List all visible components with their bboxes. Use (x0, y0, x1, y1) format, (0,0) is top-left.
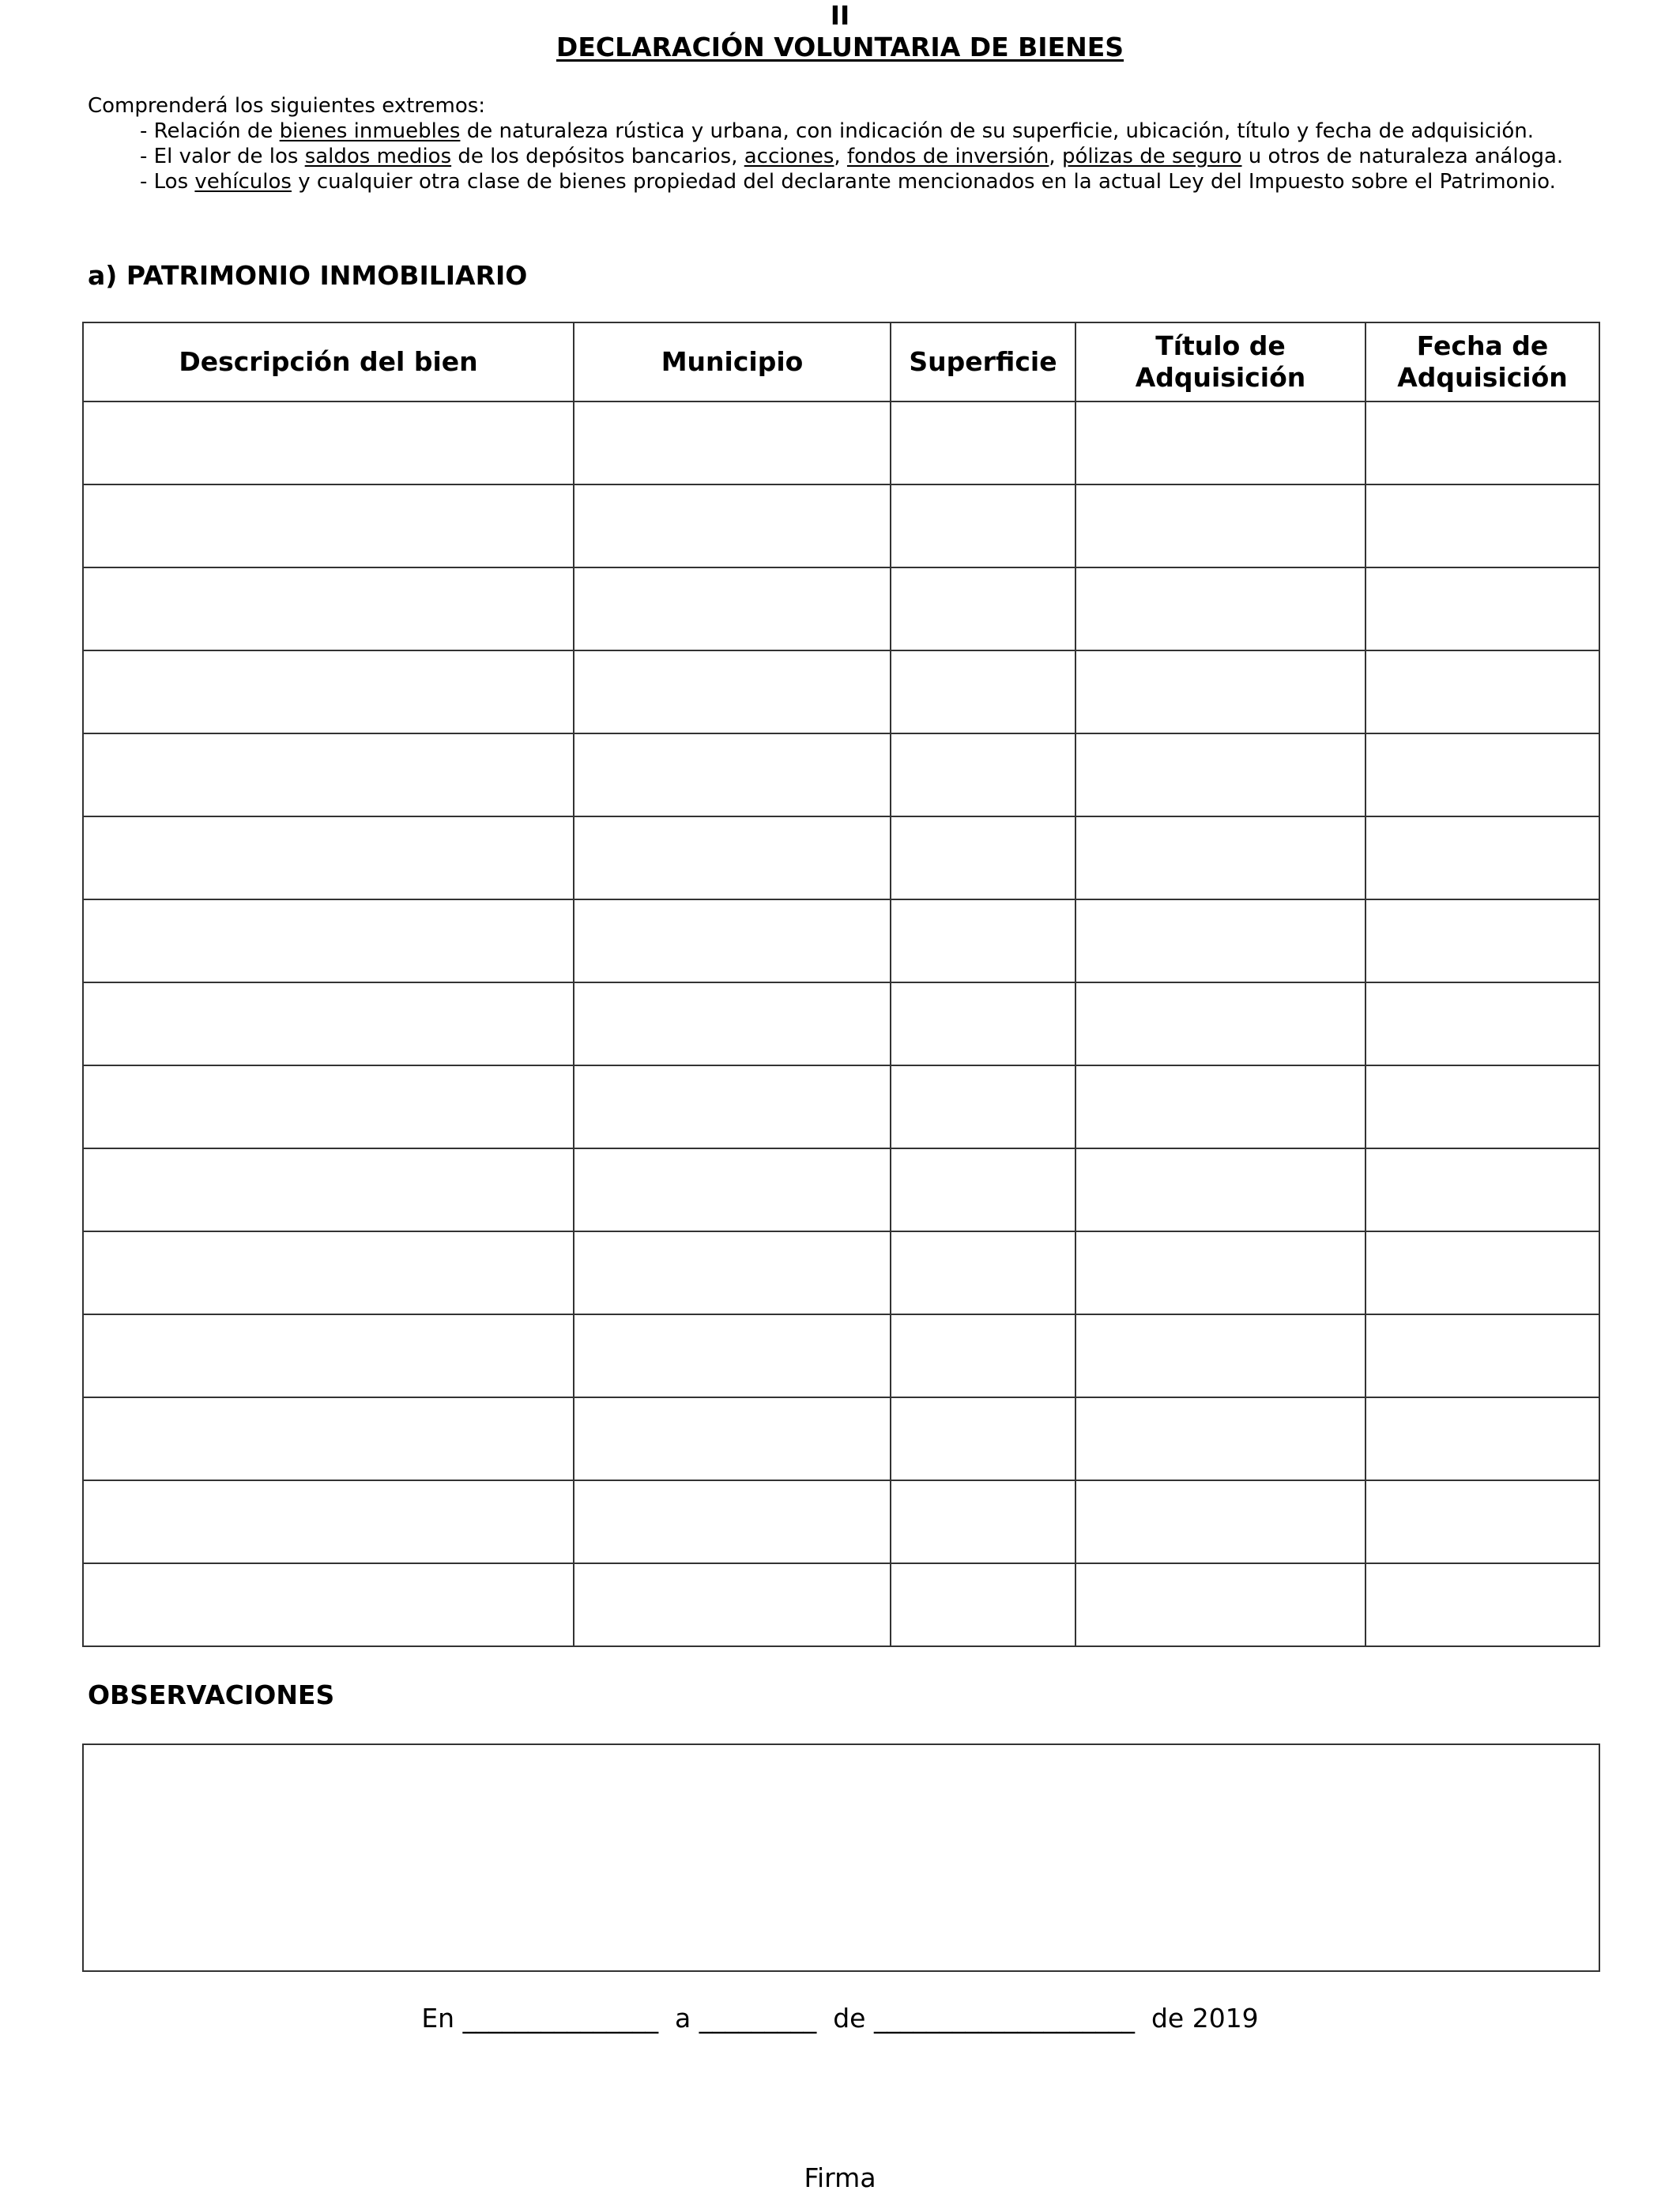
intro-item-text: , (834, 145, 847, 168)
intro-item-text: , (1049, 145, 1062, 168)
table-cell[interactable] (1075, 484, 1365, 567)
table-cell[interactable] (1075, 567, 1365, 650)
table-cell[interactable] (1075, 1231, 1365, 1314)
table-cell[interactable] (891, 567, 1075, 650)
intro-item-text: - El valor de los (140, 145, 305, 168)
underlined-term: saldos medios (304, 145, 452, 168)
table-cell[interactable] (1075, 1148, 1365, 1231)
underlined-term: bienes inmuebles (279, 119, 461, 143)
table-cell[interactable] (891, 1480, 1075, 1563)
column-header-description (83, 322, 574, 401)
table-header-row (83, 322, 1599, 401)
table-cell[interactable] (1075, 1563, 1365, 1646)
table-cell[interactable] (83, 567, 574, 650)
signature-label: Firma (804, 2162, 876, 2193)
section-a-heading: a) PATRIMONIO INMOBILIARIO (88, 260, 528, 291)
table-cell[interactable] (574, 733, 891, 816)
intro-item-text: de los depósitos bancarios, (451, 145, 744, 168)
table-row (83, 899, 1599, 982)
table-row (83, 1148, 1599, 1231)
intro-item-text: de naturaleza rústica y urbana, con indicación de su superficie, ubicación, título y fecha de adquisición. (460, 119, 1534, 143)
table-cell[interactable] (891, 1397, 1075, 1480)
table-cell[interactable] (574, 567, 891, 650)
table-cell[interactable] (891, 484, 1075, 567)
table-row (83, 816, 1599, 899)
table-cell[interactable] (1365, 816, 1599, 899)
table-cell[interactable] (83, 650, 574, 733)
table-cell[interactable] (1365, 1065, 1599, 1148)
header-line: Fecha de (1416, 330, 1549, 361)
table-cell[interactable] (574, 1480, 891, 1563)
table-cell[interactable] (83, 733, 574, 816)
table-cell[interactable] (1365, 1148, 1599, 1231)
table-cell[interactable] (1365, 1231, 1599, 1314)
column-header-acquisition-date (1365, 322, 1599, 401)
underlined-term: pólizas de seguro (1061, 145, 1242, 168)
table-cell[interactable] (83, 1314, 574, 1397)
table-cell[interactable] (1075, 816, 1365, 899)
table-row (83, 1065, 1599, 1148)
table-cell[interactable] (891, 401, 1075, 484)
table-cell[interactable] (891, 733, 1075, 816)
table-cell[interactable] (1075, 1314, 1365, 1397)
table-row (83, 733, 1599, 816)
table-cell[interactable] (574, 982, 891, 1065)
table-cell[interactable] (83, 1397, 574, 1480)
table-cell[interactable] (574, 401, 891, 484)
intro-text (88, 93, 1563, 194)
roman-numeral: II (830, 0, 850, 31)
table-row (83, 1314, 1599, 1397)
intro-item-text: u otros de naturaleza análoga. (1241, 145, 1564, 168)
table-cell[interactable] (574, 1563, 891, 1646)
table-cell[interactable] (83, 1563, 574, 1646)
table-cell[interactable] (1365, 1314, 1599, 1397)
table-cell[interactable] (1075, 899, 1365, 982)
table-cell[interactable] (891, 1314, 1075, 1397)
document-title: DECLARACIÓN VOLUNTARIA DE BIENES (556, 32, 1124, 62)
real-estate-table (82, 322, 1600, 1647)
table-cell[interactable] (1365, 401, 1599, 484)
table-cell[interactable] (1075, 1480, 1365, 1563)
table-cell[interactable] (83, 484, 574, 567)
header-line: Descripción del bien (179, 346, 478, 377)
header-line: Municipio (661, 346, 804, 377)
table-cell[interactable] (1365, 1397, 1599, 1480)
table-cell[interactable] (891, 1065, 1075, 1148)
table-cell[interactable] (574, 1148, 891, 1231)
intro-item-financial (88, 144, 1563, 169)
header-line: Adquisición (1397, 362, 1568, 393)
observations-heading: OBSERVACIONES (88, 1679, 335, 1710)
intro-item-text: y cualquier otra clase de bienes propiedad del declarante mencionados en la actual Ley del Impuesto sobre el Patrimonio. (291, 170, 1556, 194)
table-cell[interactable] (1365, 899, 1599, 982)
table-cell[interactable] (83, 1065, 574, 1148)
intro-item-vehicles (88, 169, 1563, 194)
table-cell[interactable] (1365, 650, 1599, 733)
intro-lead: Comprenderá los siguientes extremos: (88, 94, 486, 118)
table-row (83, 1231, 1599, 1314)
observations-field[interactable] (82, 1744, 1600, 1972)
table-cell[interactable] (1075, 733, 1365, 816)
table-body (83, 401, 1599, 1646)
table-row (83, 484, 1599, 567)
underlined-term: vehículos (194, 170, 292, 194)
table-cell[interactable] (574, 816, 891, 899)
table-cell[interactable] (1365, 1563, 1599, 1646)
intro-item-text: - Los (140, 170, 195, 194)
table-row (83, 982, 1599, 1065)
intro-item-real-estate (88, 119, 1563, 144)
underlined-term: acciones (744, 145, 834, 168)
table-cell[interactable] (1075, 982, 1365, 1065)
table-row (83, 401, 1599, 484)
column-header-municipality (574, 322, 891, 401)
table-cell[interactable] (891, 982, 1075, 1065)
header-line: Superficie (909, 346, 1057, 377)
table-cell[interactable] (574, 1065, 891, 1148)
table-cell[interactable] (574, 484, 891, 567)
table-cell[interactable] (83, 816, 574, 899)
table-cell[interactable] (891, 816, 1075, 899)
table-cell[interactable] (83, 1231, 574, 1314)
table-cell[interactable] (574, 1231, 891, 1314)
table-cell[interactable] (83, 899, 574, 982)
table-cell[interactable] (891, 1563, 1075, 1646)
table-cell[interactable] (1365, 1480, 1599, 1563)
table-cell[interactable] (574, 650, 891, 733)
table-cell[interactable] (1365, 982, 1599, 1065)
table-cell[interactable] (1365, 484, 1599, 567)
table-cell[interactable] (1365, 567, 1599, 650)
table-cell[interactable] (1075, 650, 1365, 733)
table-cell[interactable] (574, 1397, 891, 1480)
table-row (83, 1563, 1599, 1646)
table-row (83, 1480, 1599, 1563)
header-line: Adquisición (1135, 362, 1306, 393)
table-row (83, 567, 1599, 650)
date-place-line: En _______________ a _________ de ____________________ de 2019 (421, 2003, 1259, 2034)
table-cell[interactable] (891, 899, 1075, 982)
underlined-term: fondos de inversión (846, 145, 1049, 168)
table-cell[interactable] (574, 899, 891, 982)
intro-item-text: - Relación de (140, 119, 280, 143)
table-cell[interactable] (83, 1148, 574, 1231)
table-cell[interactable] (1075, 1065, 1365, 1148)
table-cell[interactable] (83, 401, 574, 484)
table-cell[interactable] (891, 1231, 1075, 1314)
table-row (83, 650, 1599, 733)
table-row (83, 1397, 1599, 1480)
table-cell[interactable] (1365, 733, 1599, 816)
table-cell[interactable] (891, 650, 1075, 733)
column-header-surface (891, 322, 1075, 401)
table-cell[interactable] (574, 1314, 891, 1397)
table-cell[interactable] (891, 1148, 1075, 1231)
table-cell[interactable] (1075, 1397, 1365, 1480)
table-cell[interactable] (83, 982, 574, 1065)
table-cell[interactable] (83, 1480, 574, 1563)
column-header-acquisition-title (1075, 322, 1365, 401)
table-cell[interactable] (1075, 401, 1365, 484)
header-line: Título de (1155, 330, 1286, 361)
